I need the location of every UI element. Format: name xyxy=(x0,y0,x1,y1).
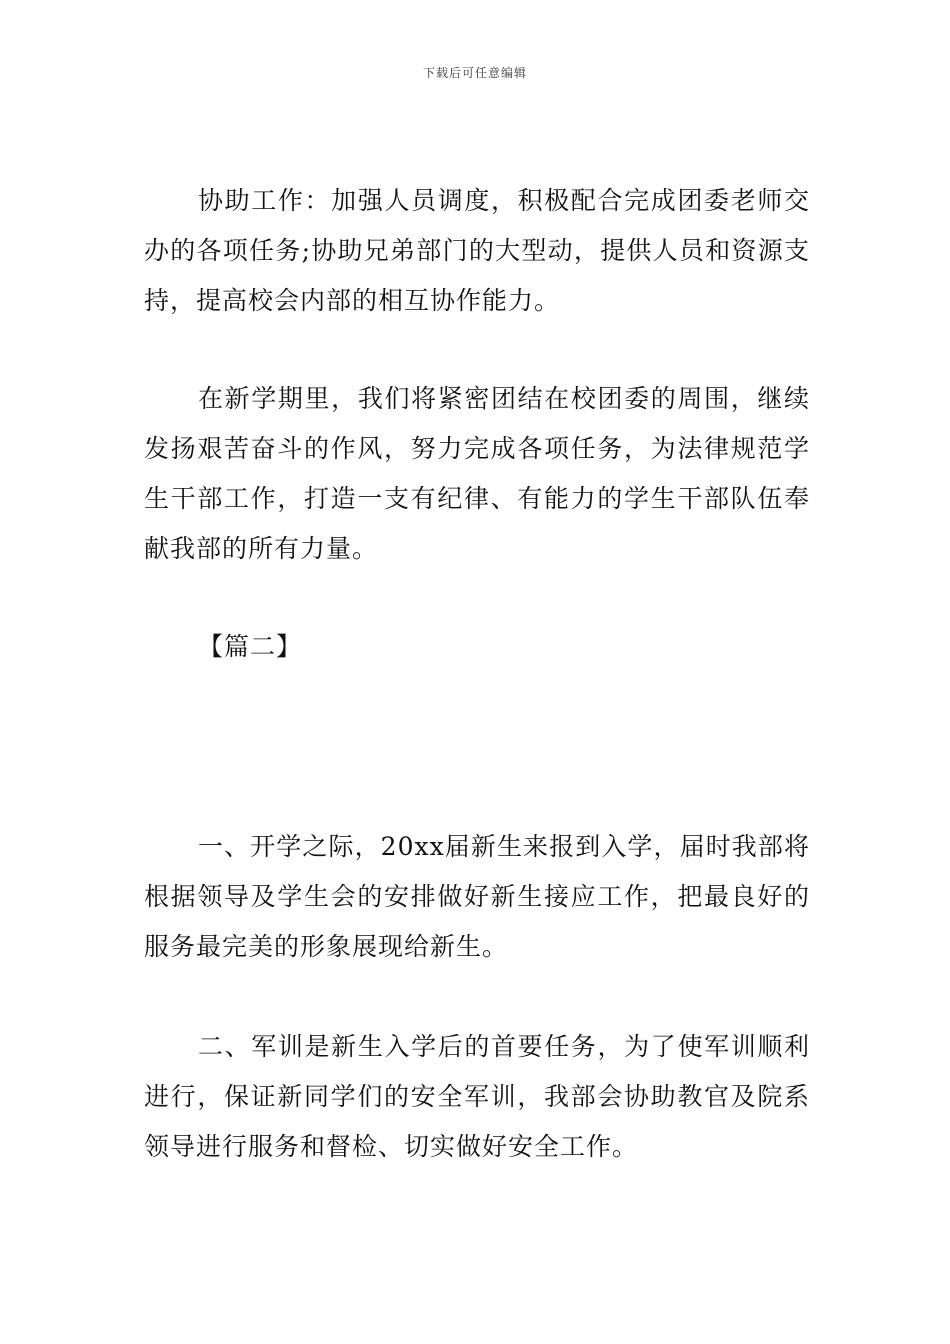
paragraph-new-semester: 在新学期里，我们将紧密团结在校团委的周围，继续发扬艰苦奋斗的作风，努力完成各项任务，为法律规范学生干部工作，打造一支有纪律、有能力的学生干部队伍奉献我部的所有力量。 xyxy=(144,384,810,563)
paragraph-item-one: 一、开学之际，20xx届新生来报到入学，届时我部将根据领导及学生会的安排做好新生接应工作，把最良好的服务最完美的形象展现给新生。 xyxy=(144,832,810,961)
paragraph-item-two: 二、军训是新生入学后的首要任务，为了使军训顺利进行，保证新同学们的安全军训，我部会协助教官及院系领导进行服务和督检、切实做好安全工作。 xyxy=(144,1032,810,1161)
page-header: 下载后可任意编辑 xyxy=(422,66,527,80)
paragraph-assistance-work: 协助工作：加强人员调度，积极配合完成团委老师交办的各项任务;协助兄弟部门的大型动，提供人员和资源支持，提高校会内部的相互协作能力。 xyxy=(144,186,810,315)
section-heading-part-two: 【篇二】 xyxy=(198,632,303,661)
